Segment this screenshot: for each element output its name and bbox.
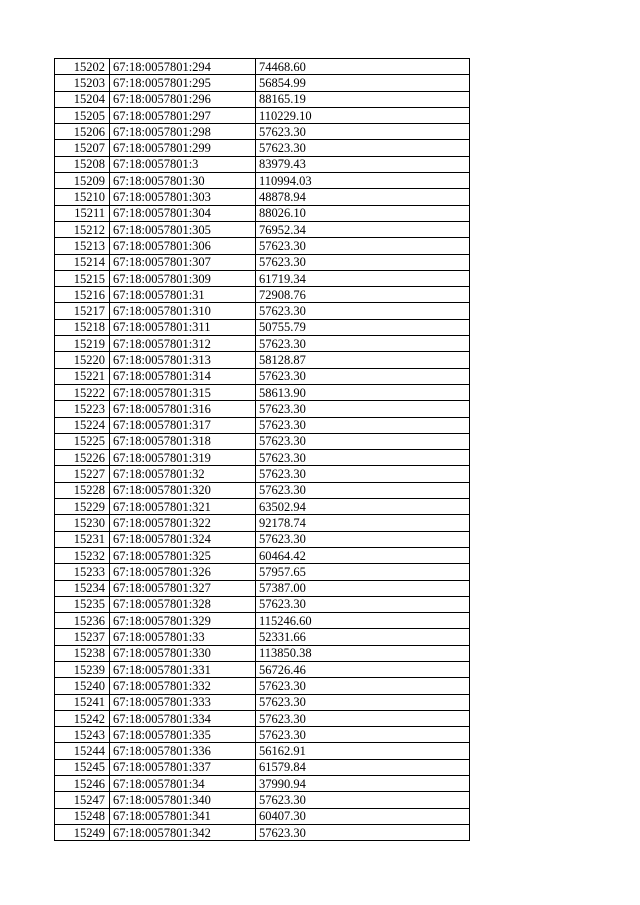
table-row — [55, 499, 470, 515]
cadastral-number-cell: 67:18:0057801:342 — [110, 824, 256, 840]
row-number-cell: 15233 — [55, 564, 110, 580]
cadastral-number-cell: 67:18:0057801:31 — [110, 287, 256, 303]
cadastral-number-cell: 67:18:0057801:333 — [110, 694, 256, 710]
table-row — [55, 759, 470, 775]
value-cell: 57623.30 — [256, 336, 470, 352]
row-number-cell: 15213 — [55, 238, 110, 254]
row-number-cell: 15238 — [55, 645, 110, 661]
value-cell: 56162.91 — [256, 743, 470, 759]
table-row — [55, 173, 470, 189]
cadastral-number-cell: 67:18:0057801:322 — [110, 515, 256, 531]
cadastral-number-cell: 67:18:0057801:324 — [110, 531, 256, 547]
table-row — [55, 254, 470, 270]
row-number-cell: 15204 — [55, 91, 110, 107]
cadastral-number-cell: 67:18:0057801:328 — [110, 596, 256, 612]
table-row — [55, 401, 470, 417]
cadastral-number-cell: 67:18:0057801:3 — [110, 156, 256, 172]
value-cell: 110229.10 — [256, 107, 470, 123]
cadastral-number-cell: 67:18:0057801:34 — [110, 776, 256, 792]
table-row — [55, 694, 470, 710]
value-cell: 88165.19 — [256, 91, 470, 107]
value-cell: 57623.30 — [256, 678, 470, 694]
table-row — [55, 629, 470, 645]
row-number-cell: 15212 — [55, 221, 110, 237]
row-number-cell: 15215 — [55, 270, 110, 286]
row-number-cell: 15220 — [55, 352, 110, 368]
value-cell: 48878.94 — [256, 189, 470, 205]
row-number-cell: 15214 — [55, 254, 110, 270]
row-number-cell: 15227 — [55, 466, 110, 482]
cadastral-number-cell: 67:18:0057801:318 — [110, 433, 256, 449]
value-cell: 57623.30 — [256, 401, 470, 417]
cadastral-number-cell: 67:18:0057801:330 — [110, 645, 256, 661]
row-number-cell: 15231 — [55, 531, 110, 547]
table-row — [55, 710, 470, 726]
row-number-cell: 15207 — [55, 140, 110, 156]
cadastral-number-cell: 67:18:0057801:334 — [110, 710, 256, 726]
table-row — [55, 808, 470, 824]
table-row — [55, 515, 470, 531]
table-row — [55, 156, 470, 172]
row-number-cell: 15211 — [55, 205, 110, 221]
row-number-cell: 15203 — [55, 75, 110, 91]
cadastral-number-cell: 67:18:0057801:326 — [110, 564, 256, 580]
value-cell: 57623.30 — [256, 238, 470, 254]
cadastral-number-cell: 67:18:0057801:33 — [110, 629, 256, 645]
value-cell: 57623.30 — [256, 303, 470, 319]
row-number-cell: 15249 — [55, 824, 110, 840]
value-cell: 57957.65 — [256, 564, 470, 580]
cadastral-number-cell: 67:18:0057801:32 — [110, 466, 256, 482]
cadastral-number-cell: 67:18:0057801:332 — [110, 678, 256, 694]
row-number-cell: 15246 — [55, 776, 110, 792]
value-cell: 57623.30 — [256, 466, 470, 482]
table-row — [55, 824, 470, 840]
cadastral-number-cell: 67:18:0057801:30 — [110, 173, 256, 189]
cadastral-number-cell: 67:18:0057801:298 — [110, 124, 256, 140]
table-row — [55, 466, 470, 482]
value-cell: 61579.84 — [256, 759, 470, 775]
row-number-cell: 15228 — [55, 482, 110, 498]
row-number-cell: 15234 — [55, 580, 110, 596]
table-row — [55, 270, 470, 286]
table-row — [55, 580, 470, 596]
value-cell: 57623.30 — [256, 694, 470, 710]
table-row — [55, 661, 470, 677]
cadastral-number-cell: 67:18:0057801:297 — [110, 107, 256, 123]
value-cell: 57623.30 — [256, 824, 470, 840]
value-cell: 57623.30 — [256, 531, 470, 547]
value-cell: 57623.30 — [256, 124, 470, 140]
cadastral-number-cell: 67:18:0057801:312 — [110, 336, 256, 352]
table-row — [55, 384, 470, 400]
row-number-cell: 15210 — [55, 189, 110, 205]
table-row — [55, 613, 470, 629]
table-row — [55, 482, 470, 498]
value-cell: 61719.34 — [256, 270, 470, 286]
cadastral-number-cell: 67:18:0057801:306 — [110, 238, 256, 254]
value-cell: 63502.94 — [256, 499, 470, 515]
cadastral-number-cell: 67:18:0057801:296 — [110, 91, 256, 107]
cadastral-number-cell: 67:18:0057801:320 — [110, 482, 256, 498]
value-cell: 52331.66 — [256, 629, 470, 645]
cadastral-number-cell: 67:18:0057801:319 — [110, 450, 256, 466]
cadastral-number-cell: 67:18:0057801:336 — [110, 743, 256, 759]
value-cell: 57623.30 — [256, 140, 470, 156]
cadastral-number-cell: 67:18:0057801:340 — [110, 792, 256, 808]
table-row — [55, 124, 470, 140]
row-number-cell: 15229 — [55, 499, 110, 515]
row-number-cell: 15208 — [55, 156, 110, 172]
value-cell: 56726.46 — [256, 661, 470, 677]
row-number-cell: 15206 — [55, 124, 110, 140]
table-row — [55, 205, 470, 221]
table-row — [55, 450, 470, 466]
row-number-cell: 15217 — [55, 303, 110, 319]
cadastral-number-cell: 67:18:0057801:327 — [110, 580, 256, 596]
row-number-cell: 15244 — [55, 743, 110, 759]
table-row — [55, 107, 470, 123]
table-row — [55, 596, 470, 612]
table-row — [55, 564, 470, 580]
cadastral-number-cell: 67:18:0057801:303 — [110, 189, 256, 205]
table-row — [55, 727, 470, 743]
value-cell: 57623.30 — [256, 450, 470, 466]
value-cell: 57623.30 — [256, 792, 470, 808]
cadastral-number-cell: 67:18:0057801:310 — [110, 303, 256, 319]
cadastral-number-cell: 67:18:0057801:313 — [110, 352, 256, 368]
row-number-cell: 15240 — [55, 678, 110, 694]
table-row — [55, 287, 470, 303]
value-cell: 37990.94 — [256, 776, 470, 792]
value-cell: 57623.30 — [256, 433, 470, 449]
value-cell: 76952.34 — [256, 221, 470, 237]
cadastral-number-cell: 67:18:0057801:329 — [110, 613, 256, 629]
cadastral-number-cell: 67:18:0057801:315 — [110, 384, 256, 400]
row-number-cell: 15232 — [55, 547, 110, 563]
table-row — [55, 140, 470, 156]
cadastral-number-cell: 67:18:0057801:325 — [110, 547, 256, 563]
cadastral-number-cell: 67:18:0057801:307 — [110, 254, 256, 270]
row-number-cell: 15245 — [55, 759, 110, 775]
value-cell: 57623.30 — [256, 417, 470, 433]
cadastral-number-cell: 67:18:0057801:309 — [110, 270, 256, 286]
value-cell: 72908.76 — [256, 287, 470, 303]
value-cell: 57623.30 — [256, 727, 470, 743]
row-number-cell: 15226 — [55, 450, 110, 466]
value-cell: 57623.30 — [256, 254, 470, 270]
row-number-cell: 15216 — [55, 287, 110, 303]
value-cell: 58613.90 — [256, 384, 470, 400]
cadastral-number-cell: 67:18:0057801:317 — [110, 417, 256, 433]
row-number-cell: 15209 — [55, 173, 110, 189]
table-body — [55, 59, 470, 841]
row-number-cell: 15218 — [55, 319, 110, 335]
row-number-cell: 15247 — [55, 792, 110, 808]
row-number-cell: 15221 — [55, 368, 110, 384]
row-number-cell: 15224 — [55, 417, 110, 433]
row-number-cell: 15237 — [55, 629, 110, 645]
cadastral-number-cell: 67:18:0057801:299 — [110, 140, 256, 156]
value-cell: 60407.30 — [256, 808, 470, 824]
row-number-cell: 15236 — [55, 613, 110, 629]
table-row — [55, 743, 470, 759]
table-row — [55, 303, 470, 319]
value-cell: 57623.30 — [256, 368, 470, 384]
row-number-cell: 15222 — [55, 384, 110, 400]
row-number-cell: 15219 — [55, 336, 110, 352]
table-row — [55, 792, 470, 808]
cadastral-number-cell: 67:18:0057801:311 — [110, 319, 256, 335]
value-cell: 74468.60 — [256, 59, 470, 75]
cadastral-number-cell: 67:18:0057801:341 — [110, 808, 256, 824]
row-number-cell: 15235 — [55, 596, 110, 612]
table-row — [55, 417, 470, 433]
row-number-cell: 15248 — [55, 808, 110, 824]
table-row — [55, 189, 470, 205]
cadastral-number-cell: 67:18:0057801:331 — [110, 661, 256, 677]
row-number-cell: 15223 — [55, 401, 110, 417]
value-cell: 88026.10 — [256, 205, 470, 221]
row-number-cell: 15230 — [55, 515, 110, 531]
table-row — [55, 91, 470, 107]
data-table — [54, 58, 470, 841]
table-row — [55, 433, 470, 449]
cadastral-number-cell: 67:18:0057801:314 — [110, 368, 256, 384]
cadastral-number-cell: 67:18:0057801:335 — [110, 727, 256, 743]
table-row — [55, 531, 470, 547]
table-row — [55, 678, 470, 694]
row-number-cell: 15241 — [55, 694, 110, 710]
cadastral-number-cell: 67:18:0057801:321 — [110, 499, 256, 515]
cadastral-number-cell: 67:18:0057801:295 — [110, 75, 256, 91]
value-cell: 110994.03 — [256, 173, 470, 189]
cadastral-number-cell: 67:18:0057801:337 — [110, 759, 256, 775]
value-cell: 92178.74 — [256, 515, 470, 531]
value-cell: 50755.79 — [256, 319, 470, 335]
table-row — [55, 221, 470, 237]
value-cell: 60464.42 — [256, 547, 470, 563]
cadastral-number-cell: 67:18:0057801:316 — [110, 401, 256, 417]
table-row — [55, 336, 470, 352]
row-number-cell: 15243 — [55, 727, 110, 743]
cadastral-number-cell: 67:18:0057801:305 — [110, 221, 256, 237]
row-number-cell: 15205 — [55, 107, 110, 123]
value-cell: 56854.99 — [256, 75, 470, 91]
table-row — [55, 59, 470, 75]
row-number-cell: 15225 — [55, 433, 110, 449]
cadastral-number-cell: 67:18:0057801:294 — [110, 59, 256, 75]
value-cell: 57623.30 — [256, 710, 470, 726]
value-cell: 57387.00 — [256, 580, 470, 596]
cadastral-number-cell: 67:18:0057801:304 — [110, 205, 256, 221]
table-row — [55, 352, 470, 368]
table-row — [55, 547, 470, 563]
value-cell: 115246.60 — [256, 613, 470, 629]
value-cell: 83979.43 — [256, 156, 470, 172]
table-row — [55, 645, 470, 661]
table-row — [55, 75, 470, 91]
row-number-cell: 15242 — [55, 710, 110, 726]
row-number-cell: 15202 — [55, 59, 110, 75]
value-cell: 57623.30 — [256, 482, 470, 498]
row-number-cell: 15239 — [55, 661, 110, 677]
table-row — [55, 776, 470, 792]
value-cell: 58128.87 — [256, 352, 470, 368]
value-cell: 113850.38 — [256, 645, 470, 661]
table-row — [55, 238, 470, 254]
table-row — [55, 368, 470, 384]
table-row — [55, 319, 470, 335]
value-cell: 57623.30 — [256, 596, 470, 612]
